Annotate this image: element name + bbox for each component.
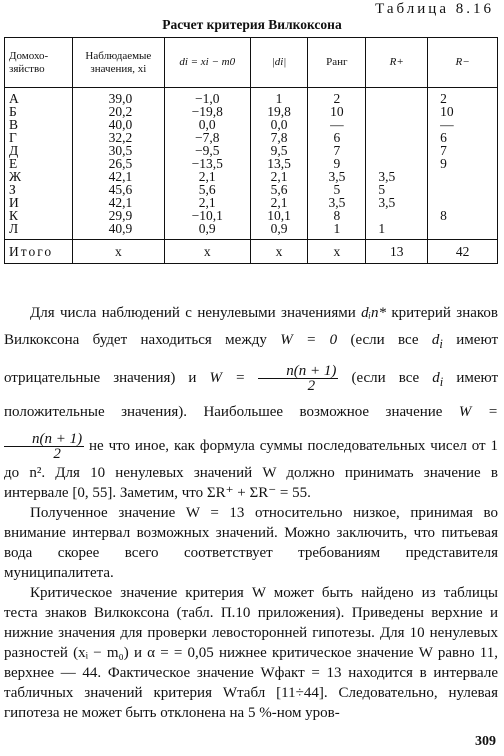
table-row (5, 170, 498, 183)
formula-fraction-2: $\frac{n(n + 1)}{2}$ (4, 432, 84, 461)
paragraph-3: Критическое значение критерия W может быть найдено из таблицы теста знаков Вилкоксона (табл. П.10 приложения). Приведены верхние и нижние значения для проверки левосторонней гипотезы. Для 10 ненулевых разностей (xᵢ − m₀) и α = = 0,05 нижнее критическое значение W равно 11, верхнее — 44. Фактическое значение Wфакт = 13 находится в интервале табличных значений критерия Wтабл [11÷44]. Следовательно, нулевая гипотеза не может быть отклонена на 5 %-ном уров- (4, 585, 498, 721)
table-cell: 3,5 (308, 170, 366, 183)
table-cell: — (428, 118, 498, 131)
table-cell: Л (5, 222, 73, 240)
table-cell: 2,1 (164, 196, 250, 209)
table-cell: 1 (250, 88, 308, 106)
body-text (4, 303, 498, 723)
table-cell: 19,8 (250, 105, 308, 118)
table-cell (428, 170, 498, 183)
table-cell: 2,1 (250, 196, 308, 209)
wilcoxon-table (4, 37, 498, 264)
table-cell: 20,2 (72, 105, 164, 118)
table-cell: 42,1 (72, 170, 164, 183)
table-cell: 29,9 (72, 209, 164, 222)
table-cell: З (5, 183, 73, 196)
table-cell: 7,8 (250, 131, 308, 144)
table-cell: И (5, 196, 73, 209)
table-cell: 13,5 (250, 157, 308, 170)
col-header-r-minus: R− (428, 38, 498, 88)
table-number: Таблица 8.16 (375, 1, 494, 17)
table-cell: 5 (366, 183, 428, 196)
table-cell: 3,5 (366, 170, 428, 183)
table-header-row (5, 38, 498, 88)
table-cell: 40,0 (72, 118, 164, 131)
table-cell: −10,1 (164, 209, 250, 222)
table-cell: −1,0 (164, 88, 250, 106)
total-cell: 13 (366, 240, 428, 264)
table-cell: 39,0 (72, 88, 164, 106)
table-cell: 3,5 (366, 196, 428, 209)
table-row (5, 88, 498, 106)
table-cell (366, 157, 428, 170)
table-total-row (5, 240, 498, 264)
col-header-rank: Ранг (308, 38, 366, 88)
table-row (5, 209, 498, 222)
table-cell (428, 196, 498, 209)
table-cell: 7 (308, 144, 366, 157)
table-cell: Б (5, 105, 73, 118)
table-cell: 32,2 (72, 131, 164, 144)
table-cell: 0,9 (250, 222, 308, 240)
table-cell: −9,5 (164, 144, 250, 157)
table-cell: 2 (308, 88, 366, 106)
col-header-household: Домохо- зяйство (5, 38, 73, 88)
page-number: 309 (475, 734, 496, 749)
table-cell: 2,1 (250, 170, 308, 183)
table-cell: Г (5, 131, 73, 144)
table-cell: Ж (5, 170, 73, 183)
table-cell: 5 (308, 183, 366, 196)
table-cell: 2,1 (164, 170, 250, 183)
total-cell: 42 (428, 240, 498, 264)
table-cell: 5,6 (250, 183, 308, 196)
table-cell: 5,6 (164, 183, 250, 196)
table-cell (366, 118, 428, 131)
table-cell: 6 (428, 131, 498, 144)
table-cell: — (308, 118, 366, 131)
col-header-di: di = xi − m0 (164, 38, 250, 88)
table-cell: А (5, 88, 73, 106)
table-title: Расчет критерия Вилкоксона (162, 17, 342, 32)
table-cell: 0,0 (164, 118, 250, 131)
table-cell: 1 (366, 222, 428, 240)
total-cell: x (72, 240, 164, 264)
table-cell: 7 (428, 144, 498, 157)
table-cell: 1 (308, 222, 366, 240)
table-cell: В (5, 118, 73, 131)
table-cell: 42,1 (72, 196, 164, 209)
table-row (5, 157, 498, 170)
table-cell (428, 222, 498, 240)
table-cell (366, 131, 428, 144)
table-cell: 45,6 (72, 183, 164, 196)
table-cell: 40,9 (72, 222, 164, 240)
table-cell: 9 (428, 157, 498, 170)
table-cell: Д (5, 144, 73, 157)
paragraph-1: Для числа наблюдений с ненулевыми значениями dᵢn* критерий знаков Вилкоксона будет находиться между W = 0 (если все $d_i$ имеют отрицательные значения) и W = $\frac{n(n + 1)}{2}$ (если все $d_i$ имеют положительные значения). Наибольшее возможное значение W = $\frac{n(n + 1)}{2}$ не что иное, как формула суммы последовательных чисел от 1 до n². Для 10 ненулевых значений W должно принимать значение в интервале [0, 55]. Заметим, что ΣR⁺ + ΣR⁻ = 55. (4, 305, 499, 501)
table-cell: 0,0 (250, 118, 308, 131)
formula-fraction: $\frac{n(n + 1)}{2}$ (258, 364, 338, 393)
col-header-abs-di: |di| (250, 38, 308, 88)
table-cell: 8 (308, 209, 366, 222)
total-cell: x (308, 240, 366, 264)
table-cell (366, 88, 428, 106)
table-row (5, 118, 498, 131)
table-cell: 3,5 (308, 196, 366, 209)
total-cell: x (250, 240, 308, 264)
total-cell: Итого (5, 240, 73, 264)
table-cell: 10 (428, 105, 498, 118)
table-cell: 26,5 (72, 157, 164, 170)
table-cell: −19,8 (164, 105, 250, 118)
table-cell: 10,1 (250, 209, 308, 222)
table-row (5, 183, 498, 196)
table-cell: 9,5 (250, 144, 308, 157)
col-header-r-plus: R+ (366, 38, 428, 88)
table-row (5, 222, 498, 240)
table-row (5, 196, 498, 209)
total-cell: x (164, 240, 250, 264)
table-cell (428, 183, 498, 196)
table-cell: 8 (428, 209, 498, 222)
paragraph-2: Полученное значение W = 13 относительно низкое, принимая во внимание интервал возможных значений. Можно заключить, что питьевая вода скорее всего соответствует требованиям представителя муниципалитета. (4, 505, 498, 581)
table-cell: 30,5 (72, 144, 164, 157)
table-cell: −7,8 (164, 131, 250, 144)
table-cell (366, 105, 428, 118)
table-cell: 6 (308, 131, 366, 144)
col-header-observed: Наблюдаемые значения, xi (72, 38, 164, 88)
table-cell: 9 (308, 157, 366, 170)
table-cell (366, 209, 428, 222)
table-cell: 10 (308, 105, 366, 118)
table-cell (366, 144, 428, 157)
table-cell: Е (5, 157, 73, 170)
table-cell: К (5, 209, 73, 222)
table-row (5, 105, 498, 118)
table-cell: 0,9 (164, 222, 250, 240)
table-cell: 2 (428, 88, 498, 106)
table-row (5, 131, 498, 144)
table-row (5, 144, 498, 157)
table-cell: −13,5 (164, 157, 250, 170)
